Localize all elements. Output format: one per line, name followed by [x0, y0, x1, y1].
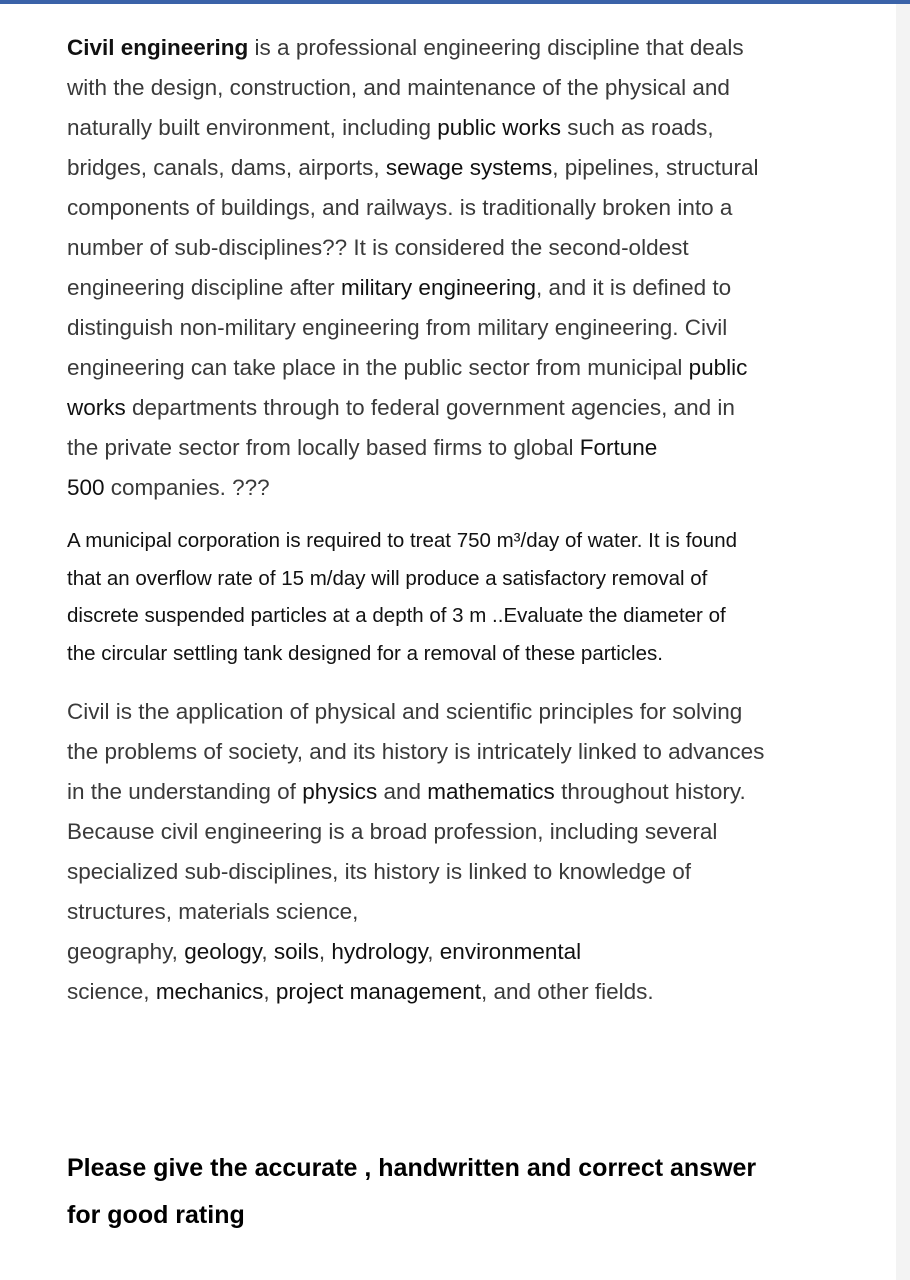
intro-text: engineering can take place in the public sector from municipal [67, 355, 689, 380]
link-works[interactable]: works [67, 395, 126, 420]
link-project-management[interactable]: project management [275, 979, 481, 1004]
request-line-1: Please give the accurate , handwritten and correct answer [67, 1154, 757, 1182]
link-500[interactable]: 500 [67, 475, 105, 500]
intro-line-11 [67, 428, 847, 468]
intro-line-5: components of buildings, and railways. is traditionally broken into a [67, 195, 733, 220]
intro-text: is a professional engineering discipline that deals [248, 35, 744, 60]
intro-line-10 [67, 388, 847, 428]
intro-paragraph [67, 28, 847, 508]
intro-text: companies. ??? [104, 475, 270, 500]
question-line-2: that an overflow rate of 15 m/day will produce a satisfactory removal of [67, 566, 708, 590]
history-text: , [165, 899, 179, 924]
link-soils[interactable]: soils [273, 939, 319, 964]
document-body [67, 28, 847, 1012]
history-text: , [318, 939, 332, 964]
intro-text: , and it is defined to [536, 275, 732, 300]
intro-text: such as roads, [561, 115, 714, 140]
link-public-works[interactable]: public works [437, 115, 562, 140]
intro-line-12 [67, 468, 847, 508]
history-line-6 [67, 892, 847, 932]
history-text: , and other fields. [481, 979, 654, 1004]
link-physics[interactable]: physics [302, 779, 378, 804]
question-paragraph [67, 522, 847, 672]
history-paragraph [67, 692, 847, 1012]
link-science[interactable]: science [67, 979, 144, 1004]
request-line-2: for good rating [67, 1201, 245, 1229]
history-line-1: Civil is the application of physical and scientific principles for solving [67, 699, 743, 724]
history-text: , [143, 979, 156, 1004]
intro-line-2: with the design, construction, and maintenance of the physical and [67, 75, 730, 100]
history-text: , [352, 899, 359, 924]
intro-line-3 [67, 108, 847, 148]
history-line-2: the problems of society, and its history is intricately linked to advances [67, 739, 765, 764]
link-geology[interactable]: geology [184, 939, 262, 964]
answer-request [67, 1145, 756, 1239]
link-structures[interactable]: structures [67, 899, 166, 924]
link-hydrology[interactable]: hydrology [331, 939, 428, 964]
history-line-7 [67, 932, 847, 972]
intro-text: bridges, canals, dams, airports, [67, 155, 386, 180]
intro-text: engineering discipline after [67, 275, 341, 300]
history-text: throughout history. [554, 779, 746, 804]
top-accent-bar [0, 0, 910, 4]
intro-line-7 [67, 268, 847, 308]
history-line-8 [67, 972, 847, 1012]
history-text: in the understanding of [67, 779, 303, 804]
link-geography[interactable]: geography [67, 939, 172, 964]
intro-text: departments through to federal government agencies, and in [125, 395, 735, 420]
intro-line-9 [67, 348, 847, 388]
history-text: , [427, 939, 440, 964]
history-line-4: Because civil engineering is a broad profession, including several [67, 819, 718, 844]
intro-text: the private sector from locally based firms to global [67, 435, 580, 460]
history-line-3 [67, 772, 847, 812]
history-text: , [171, 939, 185, 964]
scrollbar-track [896, 4, 910, 1280]
history-text: , [261, 939, 274, 964]
link-sewage-systems[interactable]: sewage systems [385, 155, 553, 180]
history-text: and [377, 779, 428, 804]
link-public[interactable]: public [688, 355, 748, 380]
question-line-3: discrete suspended particles at a depth of 3 m ..Evaluate the diameter of [67, 604, 726, 627]
link-fortune[interactable]: Fortune [579, 435, 658, 460]
question-line-4: the circular settling tank designed for a removal of these particles. [67, 641, 663, 665]
intro-line-4 [67, 148, 847, 188]
question-line-1: A municipal corporation is required to treat 750 m³/day of water. It is found [67, 529, 738, 552]
term-civil-engineering: Civil engineering [67, 35, 249, 60]
intro-line-8: distinguish non-military engineering from military engineering. Civil [67, 315, 728, 340]
intro-text: , pipelines, structural [552, 155, 759, 180]
link-mathematics[interactable]: mathematics [427, 779, 555, 804]
link-materials-science[interactable]: materials science [178, 899, 353, 924]
link-mechanics[interactable]: mechanics [155, 979, 264, 1004]
intro-line-6: number of sub-disciplines?? It is considered the second-oldest [67, 235, 689, 260]
history-text: , [263, 979, 276, 1004]
history-line-5: specialized sub-disciplines, its history is linked to knowledge of [67, 859, 692, 884]
link-military-engineering[interactable]: military engineering [340, 275, 537, 300]
link-environmental[interactable]: environmental [439, 939, 582, 964]
intro-line-1 [67, 28, 847, 68]
intro-text: naturally built environment, including [67, 115, 438, 140]
